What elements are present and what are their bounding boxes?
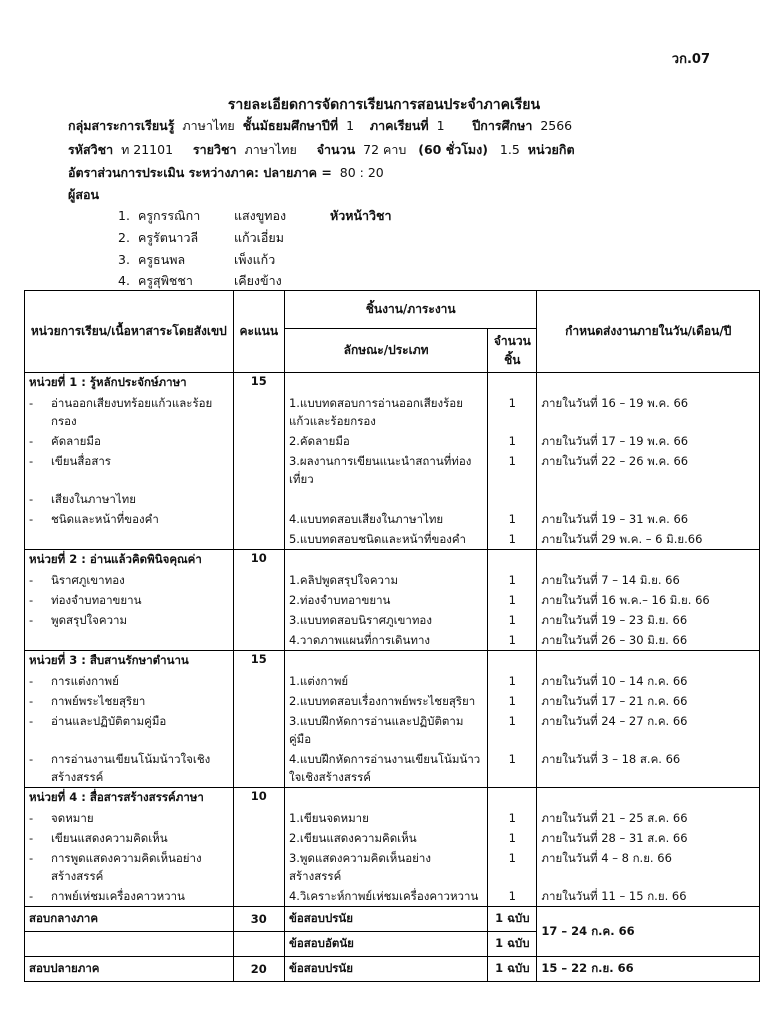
final-due: 15 – 22 ก.ย. 66 xyxy=(537,957,760,982)
topic-item xyxy=(29,887,229,905)
unit-count-empty xyxy=(488,373,537,394)
topic-cell xyxy=(25,671,234,691)
teacher-row xyxy=(118,206,392,226)
document-title: รายละเอียดการจัดการเรียนการสอนประจำภาคเรียน xyxy=(227,97,541,113)
work-cell: 1.แบบทดสอบการอ่านออกเสียงร้อยแก้วและร้อยกรอง xyxy=(284,393,487,431)
topic-text: นิราศภูเขาทอง xyxy=(51,573,125,587)
topic-cell xyxy=(25,808,234,828)
topic-item xyxy=(29,591,229,609)
count-cell: 1 xyxy=(488,630,537,651)
midterm-empty xyxy=(25,932,234,957)
work-cell: 2.คัดลายมือ xyxy=(284,431,487,451)
header-line-1 xyxy=(68,116,572,136)
table-row xyxy=(25,590,760,610)
bullet-dash: - xyxy=(29,889,34,903)
unit-count-empty xyxy=(488,788,537,809)
col-header-unit: หน่วยการเรียน/เนื้อหาสาระโดยสังเขป xyxy=(25,291,234,373)
count-cell: 1 xyxy=(488,828,537,848)
final-label: สอบปลายภาค xyxy=(25,957,234,982)
due-cell: ภายในวันที่ 28 – 31 ส.ค. 66 xyxy=(537,828,760,848)
teacher-number: 4. xyxy=(118,273,130,288)
amount-value: 72 คาบ xyxy=(363,142,407,157)
topic-item xyxy=(29,692,229,710)
unit-work-empty xyxy=(284,550,487,571)
work-cell xyxy=(284,489,487,509)
topic-item xyxy=(29,510,229,528)
topic-text: กาพย์พระไชยสุริยา xyxy=(51,694,146,708)
unit-score: 10 xyxy=(233,550,284,571)
bullet-dash: - xyxy=(29,492,34,506)
work-cell: 1.เขียนจดหมาย xyxy=(284,808,487,828)
table-row xyxy=(25,848,760,886)
units-body xyxy=(25,373,760,907)
due-cell: ภายในวันที่ 7 – 14 มิ.ย. 66 xyxy=(537,570,760,590)
table-row xyxy=(25,749,760,788)
score-cell-empty xyxy=(233,711,284,749)
bullet-dash: - xyxy=(29,613,34,627)
topic-item xyxy=(29,750,229,786)
group-label: กลุ่มสาระการเรียนรู้ xyxy=(68,118,175,133)
topic-text: การแต่งกาพย์ xyxy=(51,674,119,688)
bullet-dash: - xyxy=(29,573,34,587)
form-code: วก.07 xyxy=(671,52,710,67)
final-count: 1 ฉบับ xyxy=(488,957,537,982)
topic-text: พูดสรุปใจความ xyxy=(51,613,128,627)
year-value: 2566 xyxy=(540,118,573,133)
header-line-2 xyxy=(68,140,575,160)
due-cell: ภายในวันที่ 4 – 8 ก.ย. 66 xyxy=(537,848,760,886)
teacher-number: 1. xyxy=(118,208,130,223)
topic-text: อ่านและปฏิบัติตามคู่มือ xyxy=(51,714,167,728)
bullet-dash: - xyxy=(29,454,34,468)
score-cell-empty xyxy=(233,691,284,711)
topic-cell xyxy=(25,848,234,886)
teacher-first-name: ครูสุพิชชา xyxy=(137,273,193,288)
topic-text: เขียนสื่อสาร xyxy=(51,454,111,468)
count-cell: 1 xyxy=(488,610,537,630)
due-cell: ภายในวันที่ 17 – 19 พ.ค. 66 xyxy=(537,431,760,451)
count-cell: 1 xyxy=(488,570,537,590)
midterm-count-1: 1 ฉบับ xyxy=(488,907,537,932)
work-cell: 4.วาดภาพแผนที่การเดินทาง xyxy=(284,630,487,651)
topic-text: คัดลายมือ xyxy=(51,434,101,448)
midterm-label: สอบกลางภาค xyxy=(25,907,234,932)
table-row xyxy=(25,489,760,509)
teacher-first-name: ครูกรรณิกา xyxy=(137,208,201,223)
code-value: ท 21101 xyxy=(121,142,174,157)
topic-cell xyxy=(25,570,234,590)
work-cell: 2.แบบทดสอบเรื่องกาพย์พระไชยสุริยา xyxy=(284,691,487,711)
bullet-dash: - xyxy=(29,434,34,448)
topic-text: การพูดแสดงความคิดเห็นอย่างสร้างสรรค์ xyxy=(51,851,202,883)
table-row xyxy=(25,393,760,431)
teacher-last-name: เพ็งแก้ว xyxy=(233,252,276,267)
subject-value: ภาษาไทย xyxy=(244,142,297,157)
unit-work-empty xyxy=(284,788,487,809)
topic-cell xyxy=(25,431,234,451)
bullet-dash: - xyxy=(29,752,34,766)
score-cell-empty xyxy=(233,828,284,848)
unit-title: หน่วยที่ 1 : รู้หลักประจักษ์ภาษา xyxy=(25,373,234,394)
schedule-table xyxy=(24,290,760,982)
due-cell: ภายในวันที่ 3 – 18 ส.ค. 66 xyxy=(537,749,760,788)
bullet-dash: - xyxy=(29,674,34,688)
work-cell: 2.เขียนแสดงความคิดเห็น xyxy=(284,828,487,848)
topic-cell xyxy=(25,489,234,509)
work-cell: 3.แบบทดสอบนิราศภูเขาทอง xyxy=(284,610,487,630)
ratio-value: 80 : 20 xyxy=(339,165,384,180)
topic-text: การอ่านงานเขียนโน้มน้าวใจเชิงสร้างสรรค์ xyxy=(51,752,211,784)
unit-work-empty xyxy=(284,651,487,672)
topic-text: ชนิดและหน้าที่ของคำ xyxy=(51,512,159,526)
score-cell-empty xyxy=(233,808,284,828)
score-cell-empty xyxy=(233,509,284,529)
topic-item xyxy=(29,432,229,450)
unit-score: 15 xyxy=(233,373,284,394)
count-cell: 1 xyxy=(488,451,537,489)
count-cell: 1 xyxy=(488,848,537,886)
bullet-dash: - xyxy=(29,851,34,865)
topic-cell xyxy=(25,691,234,711)
header-line-3 xyxy=(68,163,384,183)
due-cell xyxy=(537,489,760,509)
due-cell: ภายในวันที่ 21 – 25 ส.ค. 66 xyxy=(537,808,760,828)
topic-item xyxy=(29,394,229,430)
bullet-dash: - xyxy=(29,593,34,607)
unit-title-row xyxy=(25,373,760,394)
due-cell: ภายในวันที่ 19 – 31 พ.ค. 66 xyxy=(537,509,760,529)
teacher-number: 2. xyxy=(118,230,130,245)
topic-text: เขียนแสดงความคิดเห็น xyxy=(51,831,168,845)
score-cell-empty xyxy=(233,590,284,610)
score-cell-empty xyxy=(233,489,284,509)
unit-due-empty xyxy=(537,550,760,571)
score-cell-empty xyxy=(233,393,284,431)
topic-cell xyxy=(25,610,234,630)
semester-label: ภาคเรียนที่ xyxy=(369,118,429,133)
bullet-dash: - xyxy=(29,714,34,728)
unit-due-empty xyxy=(537,373,760,394)
grade-label: ชั้นมัธยมศึกษาปีที่ xyxy=(242,118,339,133)
year-label: ปีการศึกษา xyxy=(472,118,533,133)
topic-text: ท่องจำบทอาขยาน xyxy=(51,593,142,607)
teacher-last-name: แก้วเอี่ยม xyxy=(233,230,284,245)
unit-title: หน่วยที่ 2 : อ่านแล้วคิดพินิจคุณค่า xyxy=(25,550,234,571)
count-cell xyxy=(488,489,537,509)
topic-cell xyxy=(25,590,234,610)
teachers-label: ผู้สอน xyxy=(68,187,100,202)
teacher-row xyxy=(118,250,326,270)
count-cell: 1 xyxy=(488,590,537,610)
work-cell: 4.แบบทดสอบเสียงในภาษาไทย xyxy=(284,509,487,529)
work-cell: 3.ผลงานการเขียนแนะนำสถานที่ท่องเที่ยว xyxy=(284,451,487,489)
midterm-row xyxy=(25,907,760,932)
topic-cell xyxy=(25,451,234,489)
midterm-item-1: ข้อสอบปรนัย xyxy=(284,907,487,932)
topic-text: จดหมาย xyxy=(51,811,94,825)
due-cell: ภายในวันที่ 10 – 14 ก.ค. 66 xyxy=(537,671,760,691)
topic-item xyxy=(29,611,229,629)
work-cell: 1.คลิปพูดสรุปใจความ xyxy=(284,570,487,590)
due-cell: ภายในวันที่ 22 – 26 พ.ค. 66 xyxy=(537,451,760,489)
bullet-dash: - xyxy=(29,811,34,825)
grade-value: 1 xyxy=(346,118,355,133)
score-cell-empty xyxy=(233,630,284,651)
teacher-last-name: เคียงข้าง xyxy=(233,273,282,288)
final-row xyxy=(25,957,760,982)
topic-item xyxy=(29,849,229,885)
unit-title-row xyxy=(25,550,760,571)
score-cell-empty xyxy=(233,749,284,788)
topic-cell xyxy=(25,828,234,848)
due-cell: ภายในวันที่ 24 – 27 ก.ค. 66 xyxy=(537,711,760,749)
midterm-due: 17 – 24 ก.ค. 66 xyxy=(537,907,760,957)
bullet-dash: - xyxy=(29,512,34,526)
midterm-score: 30 xyxy=(233,907,284,932)
work-cell: 2.ท่องจำบทอาขยาน xyxy=(284,590,487,610)
score-cell-empty xyxy=(233,529,284,550)
midterm-empty-score xyxy=(233,932,284,957)
table-row xyxy=(25,691,760,711)
table-row xyxy=(25,509,760,529)
amount-label: จำนวน xyxy=(316,142,356,157)
topic-item xyxy=(29,571,229,589)
table-row xyxy=(25,886,760,907)
table-row xyxy=(25,570,760,590)
table-row xyxy=(25,711,760,749)
table-row xyxy=(25,808,760,828)
topic-text: อ่านออกเสียงบทร้อยแก้วและร้อยกรอง xyxy=(51,396,213,428)
score-cell-empty xyxy=(233,570,284,590)
col-header-count: จำนวนชิ้น xyxy=(488,329,537,373)
topic-cell xyxy=(25,886,234,907)
group-value: ภาษาไทย xyxy=(182,118,235,133)
count-cell: 1 xyxy=(488,431,537,451)
due-cell: ภายในวันที่ 16 พ.ค.– 16 มิ.ย. 66 xyxy=(537,590,760,610)
count-cell: 1 xyxy=(488,808,537,828)
teachers-heading xyxy=(68,185,99,205)
teacher-role: หัวหน้าวิชา xyxy=(329,208,392,223)
unit-title: หน่วยที่ 4 : สื่อสารสร้างสรรค์ภาษา xyxy=(25,788,234,809)
work-cell: 3.พูดแสดงความคิดเห็นอย่างสร้างสรรค์ xyxy=(284,848,487,886)
bullet-dash: - xyxy=(29,694,34,708)
due-cell: ภายในวันที่ 29 พ.ค. – 6 มิ.ย.66 xyxy=(537,529,760,550)
final-score: 20 xyxy=(233,957,284,982)
work-cell: 4.วิเคราะห์กาพย์เห่ชมเครื่องคาวหวาน xyxy=(284,886,487,907)
table-row xyxy=(25,630,760,651)
teacher-last-name: แสงขูทอง xyxy=(233,208,287,223)
semester-value: 1 xyxy=(436,118,445,133)
subject-label: รายวิชา xyxy=(192,142,237,157)
midterm-item-2: ข้อสอบอัตนัย xyxy=(284,932,487,957)
unit-score: 10 xyxy=(233,788,284,809)
count-cell: 1 xyxy=(488,671,537,691)
table-row xyxy=(25,828,760,848)
score-cell-empty xyxy=(233,671,284,691)
topic-cell xyxy=(25,749,234,788)
unit-count-empty xyxy=(488,550,537,571)
teacher-first-name: ครูรัตนาวลี xyxy=(137,230,199,245)
col-header-type: ลักษณะ/ประเภท xyxy=(284,329,487,373)
count-cell: 1 xyxy=(488,529,537,550)
topic-item xyxy=(29,452,229,470)
unit-count-empty xyxy=(488,651,537,672)
work-cell: 4.แบบฝึกหัดการอ่านงานเขียนโน้มน้าวใจเชิงสร้างสรรค์ xyxy=(284,749,487,788)
topic-cell xyxy=(25,630,234,651)
table-row xyxy=(25,610,760,630)
score-cell-empty xyxy=(233,610,284,630)
work-cell: 3.แบบฝึกหัดการอ่านและปฏิบัติตามคู่มือ xyxy=(284,711,487,749)
credit-value: 1.5 xyxy=(499,142,520,157)
col-header-work: ชิ้นงาน/ภาระงาน xyxy=(284,291,536,329)
topic-text: เสียงในภาษาไทย xyxy=(51,492,136,506)
ratio-label: อัตราส่วนการประเมิน ระหว่างภาค: ปลายภาค = xyxy=(68,165,332,180)
topic-cell xyxy=(25,393,234,431)
due-cell: ภายในวันที่ 11 – 15 ก.ย. 66 xyxy=(537,886,760,907)
unit-due-empty xyxy=(537,651,760,672)
score-cell-empty xyxy=(233,848,284,886)
bullet-dash: - xyxy=(29,396,34,410)
topic-item xyxy=(29,712,229,730)
count-cell: 1 xyxy=(488,749,537,788)
topic-text: กาพย์เห่ชมเครื่องคาวหวาน xyxy=(51,889,185,903)
work-cell: 5.แบบทดสอบชนิดและหน้าที่ของคำ xyxy=(284,529,487,550)
due-cell: ภายในวันที่ 26 – 30 มิ.ย. 66 xyxy=(537,630,760,651)
due-cell: ภายในวันที่ 19 – 23 มิ.ย. 66 xyxy=(537,610,760,630)
topic-cell xyxy=(25,711,234,749)
table-row xyxy=(25,451,760,489)
credit-label: หน่วยกิต xyxy=(527,142,575,157)
unit-work-empty xyxy=(284,373,487,394)
unit-due-empty xyxy=(537,788,760,809)
topic-cell xyxy=(25,529,234,550)
table-row xyxy=(25,431,760,451)
col-header-score: คะแนน xyxy=(233,291,284,373)
bullet-dash: - xyxy=(29,831,34,845)
due-cell: ภายในวันที่ 17 – 21 ก.ค. 66 xyxy=(537,691,760,711)
unit-title-row xyxy=(25,788,760,809)
table-row xyxy=(25,529,760,550)
count-cell: 1 xyxy=(488,393,537,431)
work-cell: 1.แต่งกาพย์ xyxy=(284,671,487,691)
score-cell-empty xyxy=(233,451,284,489)
topic-cell xyxy=(25,509,234,529)
unit-title-row xyxy=(25,651,760,672)
code-label: รหัสวิชา xyxy=(68,142,114,157)
teacher-row xyxy=(118,271,326,291)
count-cell: 1 xyxy=(488,711,537,749)
exam-body xyxy=(25,907,760,982)
topic-item xyxy=(29,672,229,690)
hours-value: (60 ชั่วโมง) xyxy=(418,142,488,157)
midterm-count-2: 1 ฉบับ xyxy=(488,932,537,957)
unit-title: หน่วยที่ 3 : สืบสานรักษาตำนาน xyxy=(25,651,234,672)
unit-score: 15 xyxy=(233,651,284,672)
teacher-number: 3. xyxy=(118,252,130,267)
teacher-first-name: ครูธนพล xyxy=(137,252,186,267)
col-header-due: กำหนดส่งงานภายในวัน/เดือน/ปี xyxy=(537,291,760,373)
due-cell: ภายในวันที่ 16 – 19 พ.ค. 66 xyxy=(537,393,760,431)
final-item: ข้อสอบปรนัย xyxy=(284,957,487,982)
teacher-row xyxy=(118,228,326,248)
count-cell: 1 xyxy=(488,509,537,529)
table-row xyxy=(25,671,760,691)
count-cell: 1 xyxy=(488,691,537,711)
score-cell-empty xyxy=(233,431,284,451)
topic-item xyxy=(29,809,229,827)
score-cell-empty xyxy=(233,886,284,907)
count-cell: 1 xyxy=(488,886,537,907)
topic-item xyxy=(29,829,229,847)
topic-item xyxy=(29,490,229,508)
